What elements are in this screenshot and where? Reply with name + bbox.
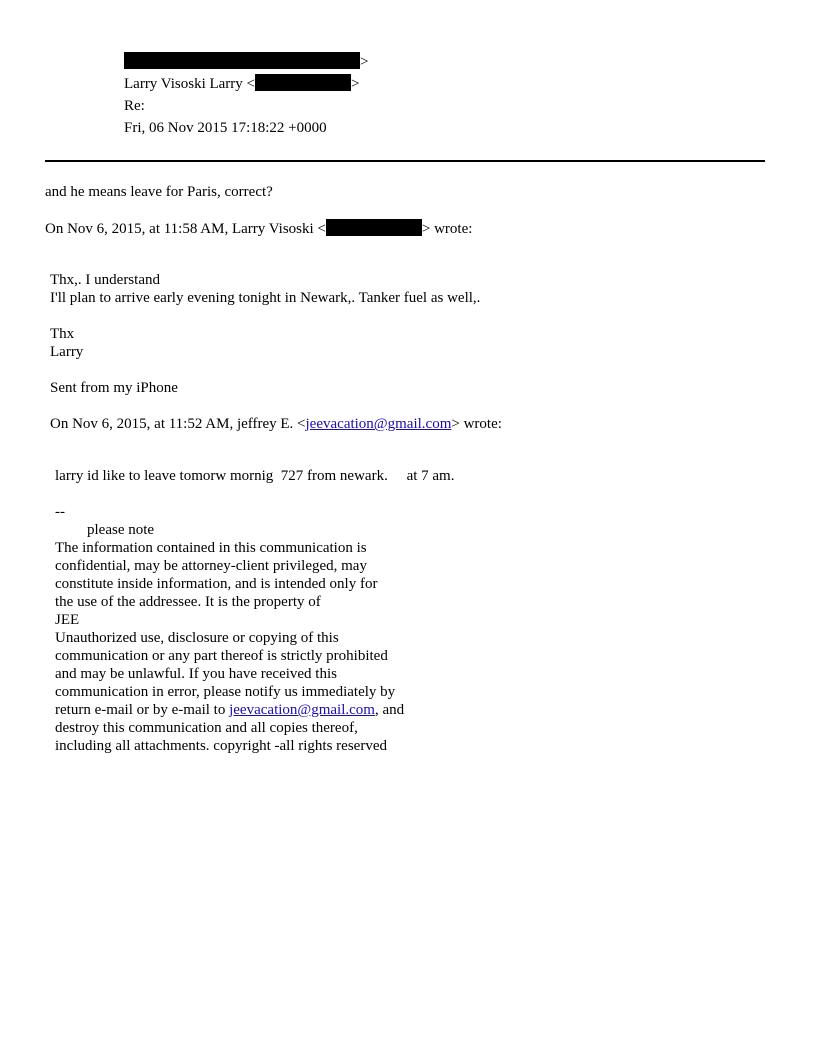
close-bracket: > — [360, 54, 369, 70]
signature-return-line — [55, 701, 404, 719]
return-line-suffix: , and — [374, 702, 405, 718]
quote2-message: larry id like to leave tomorw mornig 727 from newark. at 7 am. — [55, 468, 455, 484]
signature-line: the use of the addressee. It is the property of — [55, 594, 321, 610]
date-value: Fri, 06 Nov 2015 17:18:22 +0000 — [124, 120, 327, 136]
redaction-bar — [124, 52, 360, 69]
quote1-line: Thx — [50, 326, 75, 342]
signature-line: and may be unlawful. If you have received this — [55, 666, 337, 682]
to-value — [124, 74, 359, 94]
reply-text: and he means leave for Paris, correct? — [45, 184, 273, 200]
quote1-line: Thx,. I understand — [50, 272, 160, 288]
email-link[interactable]: jeevacation@gmail.com — [305, 416, 452, 432]
return-line-prefix: return e-mail or by e-mail to — [55, 702, 230, 718]
quote1-line: I'll plan to arrive early evening tonight in Newark,. Tanker fuel as well,. — [50, 290, 481, 306]
signature-line: including all attachments. copyright -all rights reserved — [55, 738, 387, 754]
quote2-intro-prefix: On Nov 6, 2015, at 11:52 AM, jeffrey E. < — [50, 416, 306, 432]
quote1-line: Larry — [50, 344, 84, 360]
close-bracket: > — [351, 76, 360, 92]
signature-line: destroy this communication and all copies thereof, — [55, 720, 358, 736]
signature-line: The information contained in this communication is — [55, 540, 367, 556]
signature-line: JEE — [55, 612, 80, 628]
quote1-intro-prefix: On Nov 6, 2015, at 11:58 AM, Larry Visoski < — [45, 221, 326, 237]
to-name: Larry Visoski Larry < — [124, 76, 256, 92]
signature-line: confidential, may be attorney-client privileged, may — [55, 558, 367, 574]
signature-please-note: please note — [87, 522, 155, 538]
quote1-intro-suffix: > wrote: — [421, 221, 473, 237]
from-value — [124, 52, 368, 72]
email-link[interactable]: jeevacation@gmail.com — [229, 702, 375, 718]
signature-line: Unauthorized use, disclosure or copying of this — [55, 630, 339, 646]
header-divider — [45, 160, 765, 162]
quote1-intro — [45, 219, 472, 237]
redaction-bar — [326, 219, 422, 236]
quote2-intro-suffix: > wrote: — [451, 416, 502, 432]
signature-line: communication in error, please notify us immediately by — [55, 684, 396, 700]
redaction-bar — [255, 74, 351, 91]
signature-dashes: -- — [55, 504, 65, 520]
signature-line: communication or any part thereof is strictly prohibited — [55, 648, 388, 664]
signature-line: constitute inside information, and is intended only for — [55, 576, 378, 592]
quote2-intro — [50, 415, 502, 433]
quote1-line: Sent from my iPhone — [50, 380, 178, 396]
subject-value: Re: — [124, 98, 145, 114]
